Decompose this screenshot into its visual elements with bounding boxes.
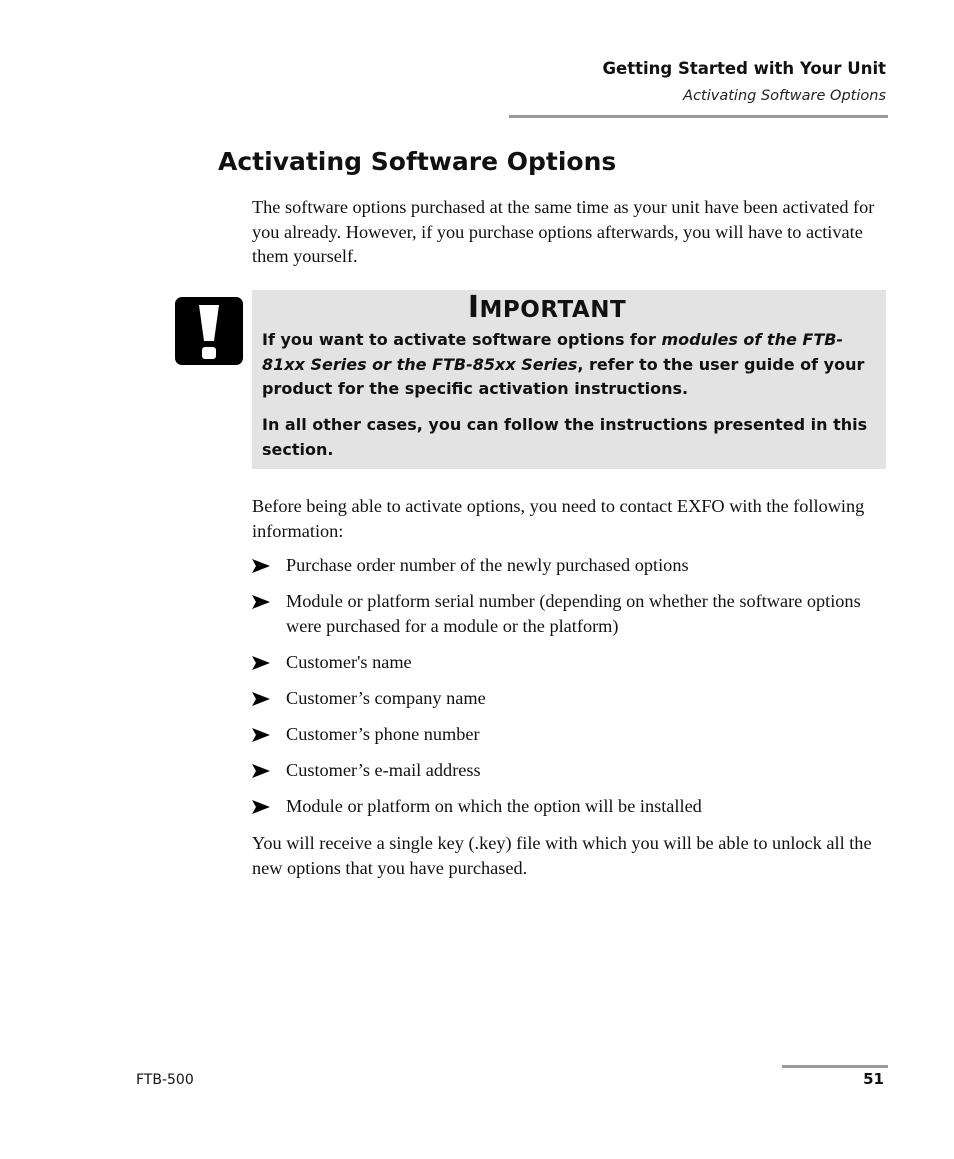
footer-product: FTB-500 xyxy=(136,1072,194,1088)
running-header-section: Activating Software Options xyxy=(683,88,886,104)
required-info-list xyxy=(252,553,892,830)
arrow-bullet-icon xyxy=(252,559,270,573)
header-rule xyxy=(509,115,888,118)
before-paragraph: Before being able to activate options, you need to contact EXFO with the following information: xyxy=(252,496,865,541)
list-item: Customer's name xyxy=(252,650,892,675)
arrow-bullet-icon xyxy=(252,800,270,814)
list-item: Customer’s company name xyxy=(252,686,892,711)
page-number: 51 xyxy=(863,1070,884,1088)
arrow-bullet-icon xyxy=(252,656,270,670)
list-item: Purchase order number of the newly purchased options xyxy=(252,553,892,578)
closing-paragraph: You will receive a single key (.key) file with which you will be able to unlock all the new options that you have purchased. xyxy=(252,833,872,878)
list-item: Customer’s phone number xyxy=(252,722,892,747)
page-title: Activating Software Options xyxy=(218,147,617,176)
important-paragraph-2: In all other cases, you can follow the instructions presented in this section. xyxy=(262,415,868,459)
important-title: IMPORTANT xyxy=(467,290,627,325)
footer-rule xyxy=(782,1065,888,1068)
important-paragraph-1: If you want to activate software options for modules of the FTB-81xx Series or the FTB-85xx Series, refer to the user guide of your product for the specific activation instructions. xyxy=(262,330,865,398)
list-item: Module or platform serial number (depending on whether the software options were purchased for a module or the platform) xyxy=(252,589,892,638)
list-item: Module or platform on which the option will be installed xyxy=(252,794,892,819)
important-emphasis: modules of the FTB-81xx Series or the FTB-85xx Series xyxy=(262,330,844,374)
arrow-bullet-icon xyxy=(252,692,270,706)
running-header xyxy=(602,58,886,107)
intro-paragraph: The software options purchased at the same time as your unit have been activated for you already. However, if you purchase options afterwards, you will have to activate them yourself. xyxy=(252,197,875,266)
arrow-bullet-icon xyxy=(252,764,270,778)
list-item: Customer’s e-mail address xyxy=(252,758,892,783)
running-header-chapter: Getting Started with Your Unit xyxy=(602,59,886,78)
arrow-bullet-icon xyxy=(252,595,270,609)
arrow-bullet-icon xyxy=(252,728,270,742)
